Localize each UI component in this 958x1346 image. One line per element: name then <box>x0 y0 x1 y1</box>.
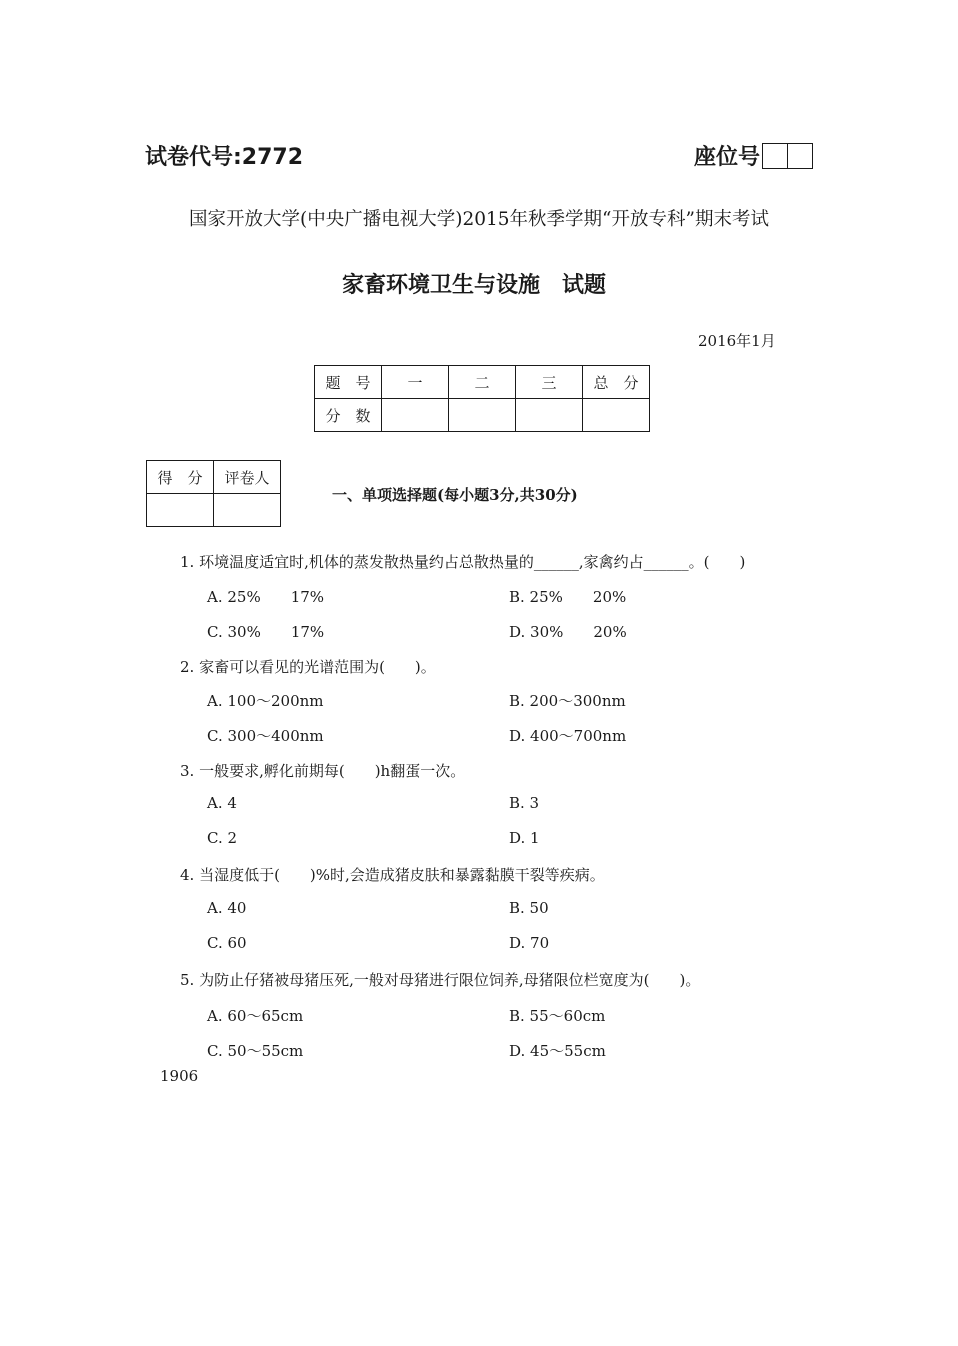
grader-table-cell <box>147 494 214 527</box>
seat-boxes <box>762 143 813 169</box>
question-1: 1. 环境温度适宜时,机体的蒸发散热量约占总散热量的______,家禽约占______。( ) <box>180 553 746 571</box>
seat-box <box>762 143 788 169</box>
option-b: B. 25% 20% <box>509 588 627 606</box>
question-4: 4. 当湿度低于( )%时,会造成猪皮肤和暴露黏膜干裂等疾病。 <box>180 866 605 884</box>
option-a: A. 4 <box>207 794 237 812</box>
score-table-cell: 总 分 <box>583 366 650 399</box>
paper-code: 试卷代号:2772 <box>145 145 304 170</box>
score-table-cell <box>449 399 516 432</box>
option-d: D. 30% 20% <box>509 623 627 641</box>
score-table-cell: 分 数 <box>315 399 382 432</box>
option-c: C. 50～55cm <box>207 1042 304 1060</box>
grader-table-cell <box>214 494 281 527</box>
grader-table-header-row <box>147 461 281 494</box>
option-c: C. 60 <box>207 934 247 952</box>
option-a: A. 25% 17% <box>207 588 325 606</box>
option-a: A. 60～65cm <box>207 1007 304 1025</box>
exam-date: 2016年1月 <box>698 332 776 350</box>
option-d: D. 45～55cm <box>509 1042 606 1060</box>
question-3: 3. 一般要求,孵化前期每( )h翻蛋一次。 <box>180 762 466 780</box>
score-table-cell: 一 <box>382 366 449 399</box>
option-d: D. 1 <box>509 829 540 847</box>
grader-table <box>146 460 281 527</box>
score-table-score-row <box>315 399 650 432</box>
option-c: C. 30% 17% <box>207 623 325 641</box>
option-d: D. 400～700nm <box>509 727 627 745</box>
option-b: B. 55～60cm <box>509 1007 606 1025</box>
score-table-cell <box>583 399 650 432</box>
grader-table-cell: 评卷人 <box>214 461 281 494</box>
option-c: C. 300～400nm <box>207 727 324 745</box>
option-b: B. 3 <box>509 794 540 812</box>
section-title: 一、单项选择题(每小题3分,共30分) <box>332 486 578 504</box>
option-a: A. 40 <box>207 899 247 917</box>
grader-table-blank-row <box>147 494 281 527</box>
score-table-cell <box>516 399 583 432</box>
seat-box <box>788 143 813 169</box>
option-a: A. 100～200nm <box>207 692 324 710</box>
exam-title: 家畜环境卫生与设施 试题 <box>341 273 606 298</box>
seat-label: 座位号 <box>694 145 761 170</box>
question-2: 2. 家畜可以看见的光谱范围为( )。 <box>180 658 436 676</box>
score-table-cell <box>382 399 449 432</box>
grader-table-cell: 得 分 <box>147 461 214 494</box>
score-table-header-row <box>315 366 650 399</box>
question-5: 5. 为防止仔猪被母猪压死,一般对母猪进行限位饲养,母猪限位栏宽度为( )。 <box>180 971 701 989</box>
option-d: D. 70 <box>509 934 550 952</box>
score-table-cell: 三 <box>516 366 583 399</box>
option-b: B. 50 <box>509 899 549 917</box>
score-table <box>314 365 650 432</box>
option-b: B. 200～300nm <box>509 692 626 710</box>
score-table-cell: 题 号 <box>315 366 382 399</box>
score-table-cell: 二 <box>449 366 516 399</box>
seat-number <box>694 140 813 171</box>
page-number: 1906 <box>160 1067 199 1085</box>
exam-header: 国家开放大学(中央广播电视大学)2015年秋季学期“开放专科”期末考试 <box>189 209 769 230</box>
option-c: C. 2 <box>207 829 238 847</box>
